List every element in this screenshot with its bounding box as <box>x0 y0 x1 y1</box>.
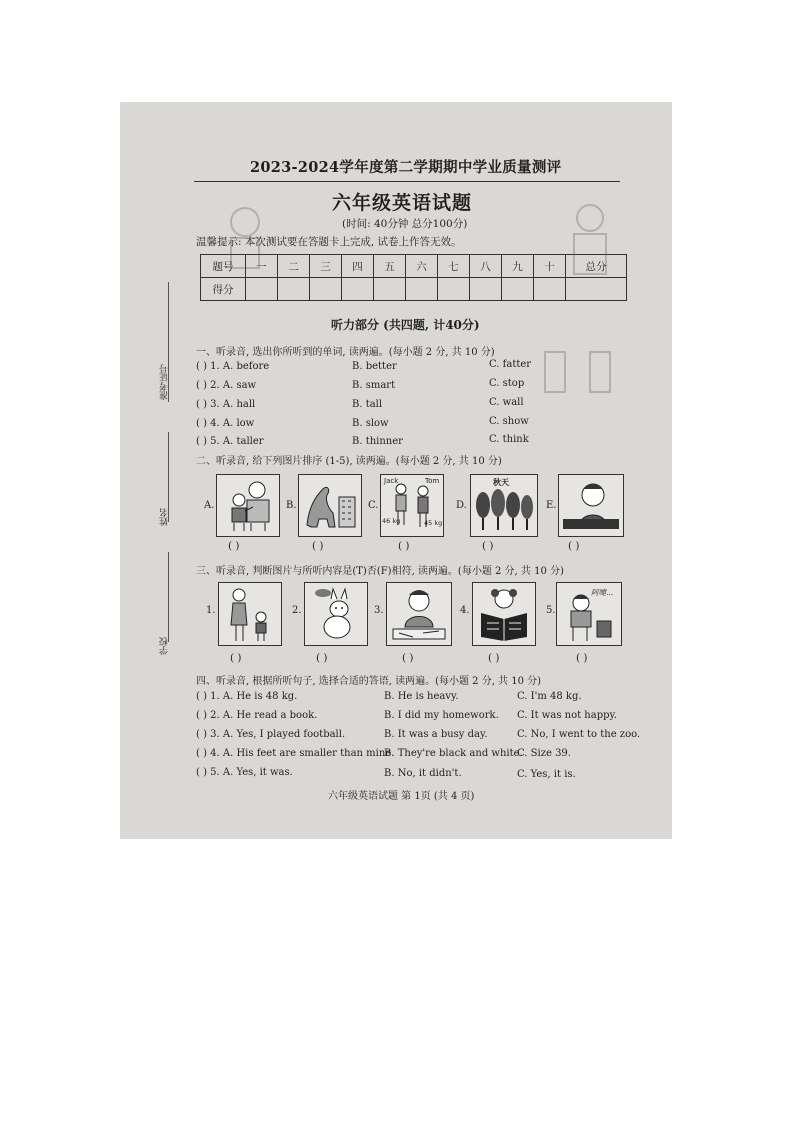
part1-instruction: 一、听录音, 选出你所听到的单词, 读两遍。(每小题 2 分, 共 10 分) <box>196 347 495 358</box>
part1-item3-a: ( ) 3. A. hall <box>196 399 256 410</box>
part2-answer-b[interactable]: ( ) <box>312 540 324 552</box>
boy-at-table-icon <box>559 475 623 536</box>
part4-item2-a: ( ) 2. A. He read a book. <box>196 710 318 721</box>
id-label: 准考证号 <box>160 364 170 400</box>
page-footer: 六年级英语试题 第 1页 (共 4 页) <box>328 791 475 802</box>
part1-item4-b: B. slow <box>352 418 389 429</box>
part2-answer-d[interactable]: ( ) <box>482 540 494 552</box>
part3-number-5: 5. <box>546 605 556 616</box>
notice-text: 温馨提示: 本次测试要在答题卡上完成, 试卷上作答无效。 <box>196 236 462 248</box>
part2-picture-e <box>558 474 624 537</box>
part1-item3-c: C. wall <box>489 397 524 408</box>
score-value-row <box>201 278 627 301</box>
part3-answer-5[interactable]: ( ) <box>576 652 588 664</box>
score-cell: 四 <box>342 255 374 278</box>
part3-number-3: 3. <box>374 605 384 616</box>
part4-item1-a: ( ) 1. A. He is 48 kg. <box>196 691 298 702</box>
part2-picture-b <box>298 474 362 537</box>
tom-label: Tom <box>425 477 440 485</box>
part4-item5-c: C. Yes, it is. <box>517 769 576 780</box>
part2-picture-d <box>470 474 538 537</box>
part3-number-4: 4. <box>460 605 470 616</box>
part4-item5-a: ( ) 5. A. Yes, it was. <box>196 767 293 778</box>
part4-item3-c: C. No, I went to the zoo. <box>517 729 641 740</box>
part1-item1-a: ( ) 1. A. before <box>196 361 270 372</box>
part2-letter-b: B. <box>286 500 297 511</box>
score-cell: 题号 <box>201 255 246 278</box>
part2-letter-d: D. <box>456 500 467 511</box>
score-input-cell[interactable] <box>278 278 310 301</box>
part3-answer-4[interactable]: ( ) <box>488 652 500 664</box>
part2-picture-a <box>216 474 280 537</box>
score-cell: 十 <box>534 255 566 278</box>
part4-item4-b: B. They're black and white. <box>384 748 523 759</box>
part1-item3-b: B. tall <box>352 399 383 410</box>
score-input-cell[interactable] <box>406 278 438 301</box>
score-input-cell[interactable] <box>246 278 278 301</box>
part2-instruction: 二、听录音, 给下列图片排序 (1-5), 读两遍。(每小题 2 分, 共 10 分) <box>196 456 502 467</box>
score-cell: 八 <box>470 255 502 278</box>
score-input-cell[interactable] <box>502 278 534 301</box>
part1-item5-a: ( ) 5. A. taller <box>196 436 264 447</box>
score-input-cell[interactable] <box>342 278 374 301</box>
score-cell: 九 <box>502 255 534 278</box>
part3-picture-5 <box>556 582 622 646</box>
tom-weight: 45 kg <box>424 519 443 527</box>
part3-answer-1[interactable]: ( ) <box>230 652 242 664</box>
part3-picture-4 <box>472 582 536 646</box>
sneeze-bubble: 阿嚏... <box>591 588 614 597</box>
family-hug-icon <box>217 475 279 536</box>
rabbit-icon <box>305 583 367 645</box>
score-cell: 三 <box>310 255 342 278</box>
listening-title: 听力部分 (共四题, 计40分) <box>331 318 480 332</box>
dinosaur-building-icon <box>299 475 361 536</box>
part4-item4-a: ( ) 4. A. His feet are smaller than mine. <box>196 748 395 759</box>
part1-item4-c: C. show <box>489 416 529 427</box>
jack-weight: 46 kg <box>382 517 401 525</box>
part3-number-1: 1. <box>206 605 216 616</box>
part1-item1-b: B. better <box>352 361 397 372</box>
score-cell: 一 <box>246 255 278 278</box>
part2-letter-e: E. <box>546 500 557 511</box>
part2-letter-c: C. <box>368 500 379 511</box>
mother-child-icon <box>219 583 281 645</box>
part1-item1-c: C. fatter <box>489 359 532 370</box>
part3-picture-1 <box>218 582 282 646</box>
score-input-cell[interactable] <box>566 278 627 301</box>
school-line <box>168 552 169 642</box>
part1-item2-c: C. stop <box>489 378 525 389</box>
score-cell: 二 <box>278 255 310 278</box>
part1-item2-b: B. smart <box>352 380 396 391</box>
part4-item2-c: C. It was not happy. <box>517 710 617 721</box>
time-info: (时间: 40分钟 总分100分) <box>342 218 468 230</box>
score-input-cell[interactable] <box>310 278 342 301</box>
part4-item1-b: B. He is heavy. <box>384 691 459 702</box>
part2-answer-c[interactable]: ( ) <box>398 540 410 552</box>
exam-paper <box>120 102 672 839</box>
part4-item5-b: B. No, it didn't. <box>384 768 462 779</box>
part2-answer-a[interactable]: ( ) <box>228 540 240 552</box>
name-label: 姓名 <box>160 508 170 526</box>
part4-item2-b: B. I did my homework. <box>384 710 499 721</box>
part4-item4-c: C. Size 39. <box>517 748 571 759</box>
part3-picture-3 <box>386 582 452 646</box>
part3-number-2: 2. <box>292 605 302 616</box>
exam-title: 2023-2024学年度第二学期期中学业质量测评 <box>250 159 562 176</box>
part2-answer-e[interactable]: ( ) <box>568 540 580 552</box>
part3-answer-2[interactable]: ( ) <box>316 652 328 664</box>
score-header-row <box>201 255 627 278</box>
part2-letter-a: A. <box>204 500 215 511</box>
part2-picture-c <box>380 474 444 537</box>
part4-item1-c: C. I'm 48 kg. <box>517 691 582 702</box>
score-cell: 六 <box>406 255 438 278</box>
part1-item4-a: ( ) 4. A. low <box>196 418 255 429</box>
part1-item2-a: ( ) 2. A. saw <box>196 380 257 391</box>
score-input-cell[interactable] <box>534 278 566 301</box>
score-input-cell[interactable] <box>438 278 470 301</box>
part3-answer-3[interactable]: ( ) <box>402 652 414 664</box>
ghost-chairs-icon <box>540 342 620 402</box>
score-cell: 五 <box>374 255 406 278</box>
part3-instruction: 三、听录音, 判断图片与所听内容是(T)否(F)相符, 读两遍。(每小题 2 分, 共 10 分) <box>196 566 564 577</box>
score-cell: 七 <box>438 255 470 278</box>
jack-label: Jack <box>384 477 399 485</box>
school-label: 学校 <box>160 637 170 655</box>
score-table <box>200 254 627 301</box>
part4-item3-b: B. It was a busy day. <box>384 729 488 740</box>
score-input-cell[interactable] <box>374 278 406 301</box>
part4-instruction: 四、听录音, 根据所听句子, 选择合适的答语, 读两遍。(每小题 2 分, 共 10 分) <box>196 676 542 687</box>
header-rule <box>194 181 620 182</box>
part4-item3-a: ( ) 3. A. Yes, I played football. <box>196 729 346 740</box>
part1-item5-c: C. think <box>489 434 529 445</box>
score-input-cell[interactable] <box>470 278 502 301</box>
trees-word: 秋天 <box>493 477 509 487</box>
boy-doing-homework-icon <box>387 583 451 645</box>
girl-reading-icon <box>473 583 535 645</box>
score-cell: 得分 <box>201 278 246 301</box>
part3-picture-2 <box>304 582 368 646</box>
subject-title: 六年级英语试题 <box>332 192 473 214</box>
score-cell: 总分 <box>566 255 627 278</box>
part1-item5-b: B. thinner <box>352 436 403 447</box>
